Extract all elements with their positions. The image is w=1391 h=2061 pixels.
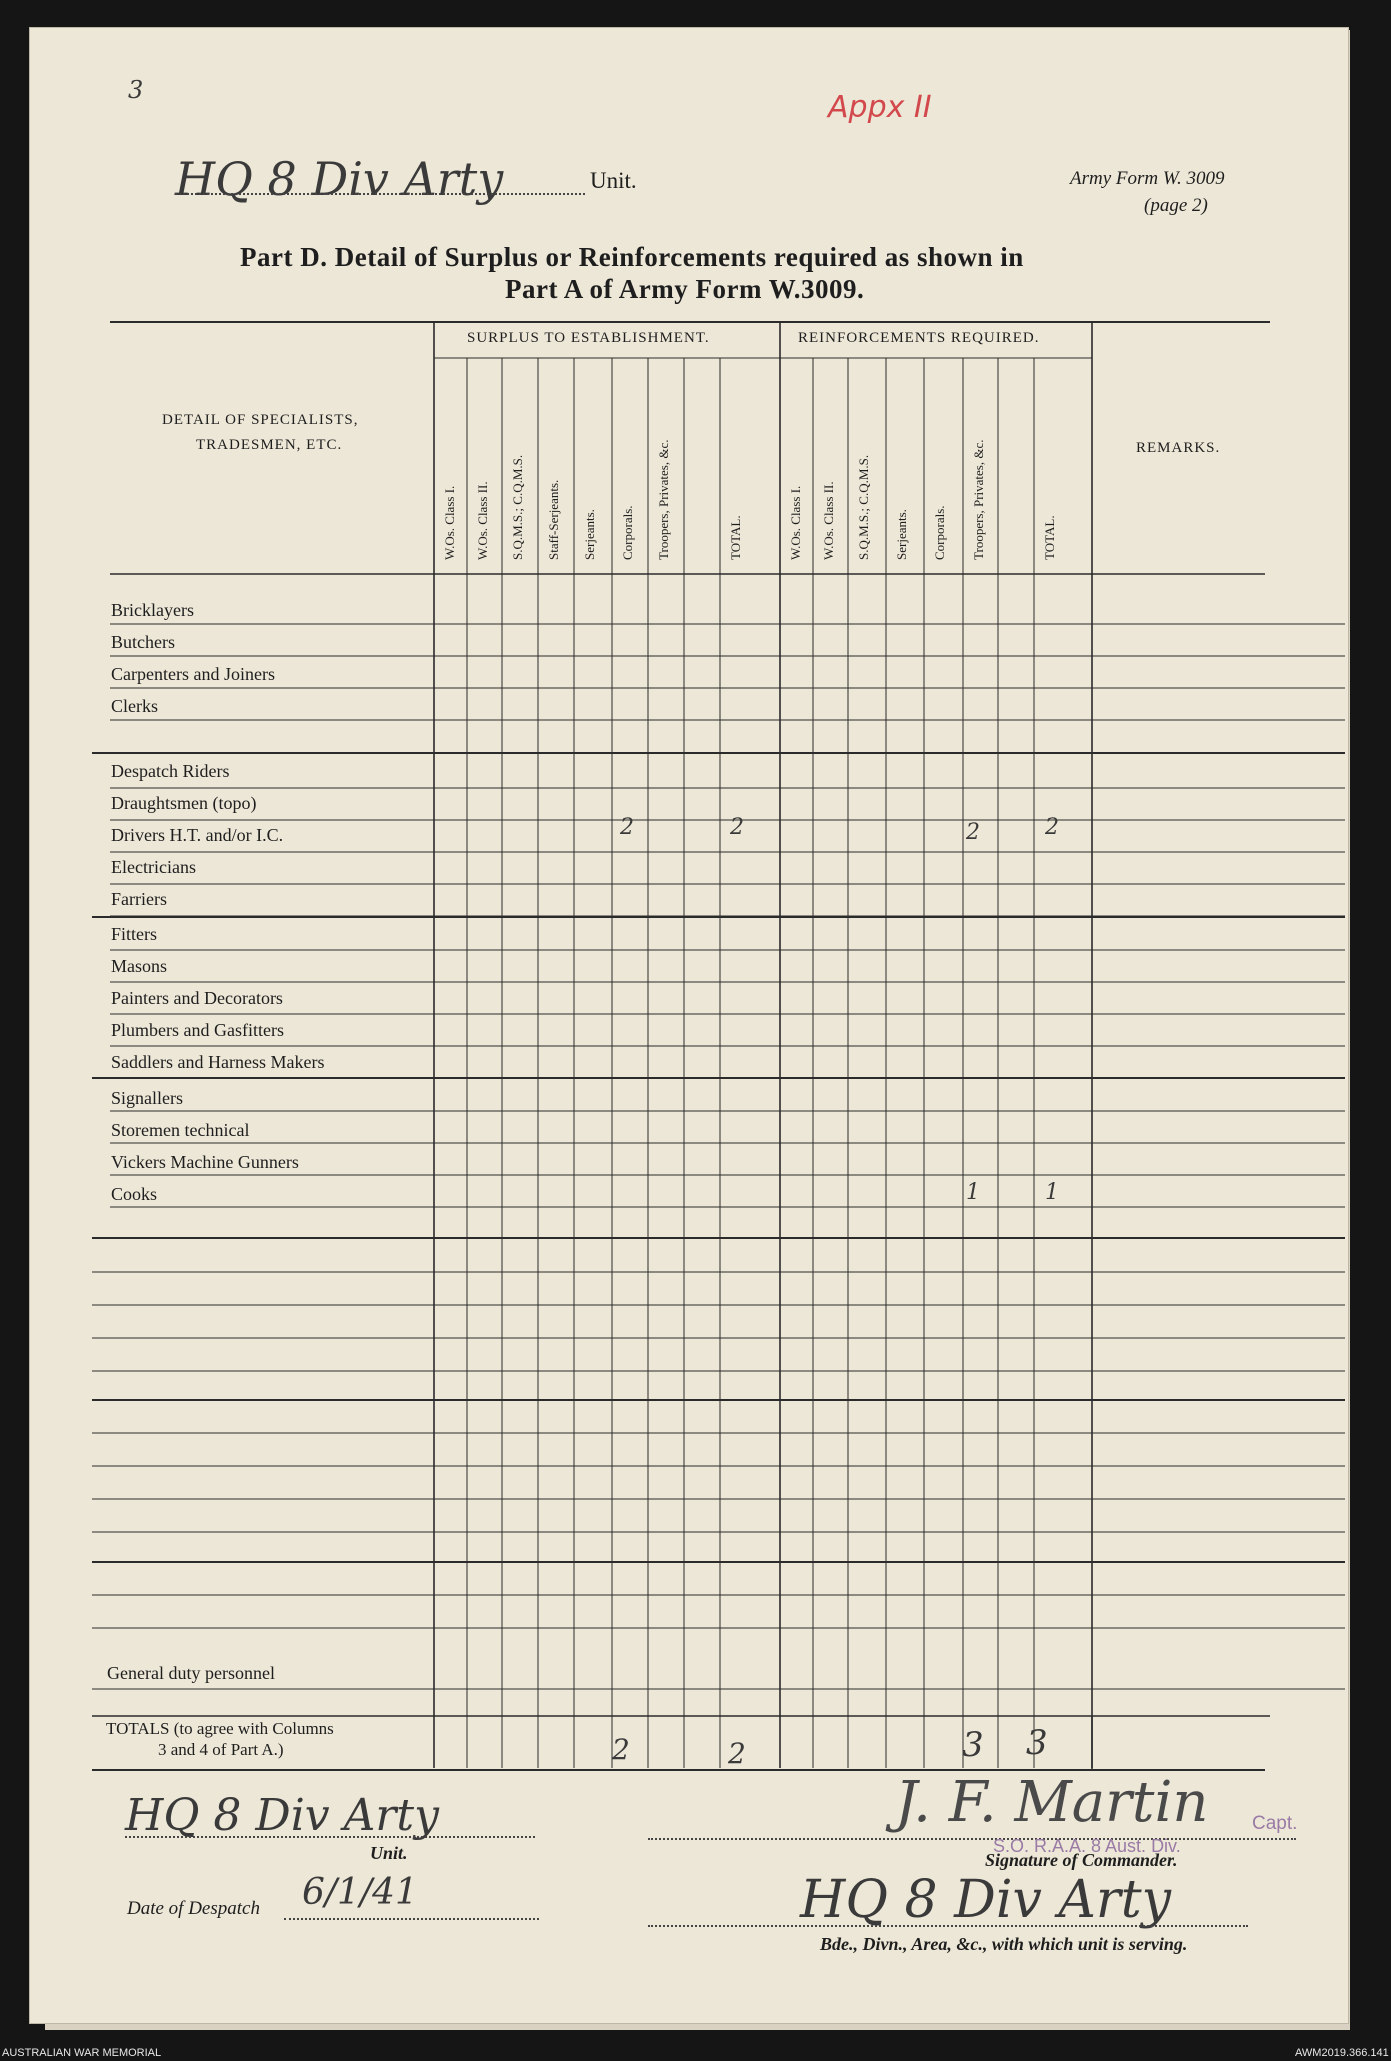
reinforcements-header: REINFORCEMENTS REQUIRED. [798, 330, 1040, 346]
unit-label: Unit. [590, 168, 637, 193]
signature-label: Signature of Commander. [985, 1850, 1178, 1870]
surplus-col-header-6: Troopers, Privates, &c. [656, 439, 671, 560]
row-label: Painters and Decorators [111, 988, 283, 1008]
reinf-col-header-7: TOTAL. [1042, 515, 1057, 560]
row-label: Carpenters and Joiners [111, 664, 275, 684]
totals-label-line1: TOTALS (to agree with Columns [106, 1719, 334, 1738]
drivers-surplus-corporals: 2 [620, 815, 634, 840]
reinf-col-header-1: W.Os. Class II. [821, 481, 836, 560]
unit-handwritten: HQ 8 Div Arty [175, 152, 504, 206]
appendix-mark: Appx II [828, 90, 932, 125]
surplus-col-header-8: TOTAL. [728, 515, 743, 560]
row-label: Electricians [111, 857, 196, 877]
archive-credit: AUSTRALIAN WAR MEMORIAL [2, 2047, 162, 2059]
row-label: Masons [111, 956, 168, 976]
remarks-header: REMARKS. [1136, 440, 1221, 456]
row-label: Farriers [111, 889, 167, 909]
form-id: Army Form W. 3009 [1070, 168, 1225, 189]
surplus-col-header-1: W.Os. Class II. [475, 481, 490, 560]
row-label: Clerks [111, 696, 158, 716]
date-value: 6/1/41 [302, 1872, 418, 1913]
row-label: Cooks [111, 1184, 158, 1204]
drivers-reinf-troopers: 2 [966, 820, 980, 845]
drivers-reinf-total: 2 [1045, 815, 1059, 840]
detail-header-line2: TRADESMEN, ETC. [196, 437, 343, 453]
bde-line [648, 1925, 1248, 1927]
bde-label: Bde., Divn., Area, &c., with which unit is serving. [820, 1934, 1188, 1954]
row-label: Fitters [111, 924, 158, 944]
cooks-reinf-total: 1 [1045, 1180, 1059, 1205]
reinf-col-header-2: S.Q.M.S.; C.Q.M.S. [856, 454, 871, 560]
footer-unit-label: Unit. [370, 1843, 408, 1863]
form-page: (page 2) [1144, 195, 1208, 216]
surplus-col-header-3: Staff-Serjeants. [546, 479, 561, 560]
surplus-header: SURPLUS TO ESTABLISHMENT. [467, 330, 710, 346]
row-label: Storemen technical [111, 1120, 250, 1140]
surplus-col-header-4: Serjeants. [582, 509, 597, 560]
drivers-surplus-total: 2 [730, 815, 744, 840]
surplus-col-header-2: S.Q.M.S.; C.Q.M.S. [510, 454, 525, 560]
footer-unit-handwritten: HQ 8 Div Arty [125, 1790, 439, 1841]
reinf-col-header-5: Troopers, Privates, &c. [971, 439, 986, 560]
row-label: Plumbers and Gasfitters [111, 1020, 284, 1040]
stamp-rank: Capt. [1252, 1813, 1298, 1834]
date-line [284, 1918, 539, 1920]
date-label: Date of Despatch [127, 1898, 260, 1919]
row-label: Butchers [111, 632, 175, 652]
reinf-col-header-3: Serjeants. [894, 509, 909, 560]
form-title-line2: Part A of Army Form W.3009. [505, 274, 865, 304]
cooks-reinf-troopers: 1 [966, 1180, 980, 1205]
row-label: Signallers [111, 1088, 183, 1108]
signature-line [648, 1838, 1296, 1840]
total-surplus-corporals: 2 [612, 1733, 630, 1766]
commander-signature: J. F. Martin [895, 1770, 1209, 1835]
detail-header-line1: DETAIL OF SPECIALISTS, [162, 412, 359, 428]
total-surplus-total: 2 [728, 1737, 746, 1770]
archive-id: AWM2019.366.141 [1295, 2047, 1389, 2059]
surplus-col-header-5: Corporals. [620, 505, 635, 560]
totals-label-line2: 3 and 4 of Part A.) [158, 1740, 284, 1759]
surplus-col-header-0: W.Os. Class I. [442, 485, 457, 560]
row-label: Draughtsmen (topo) [111, 793, 257, 813]
bde-handwritten: HQ 8 Div Arty [800, 1870, 1172, 1930]
general-duty-label: General duty personnel [107, 1663, 275, 1683]
footer-unit-line [125, 1836, 535, 1838]
row-label: Bricklayers [111, 600, 194, 620]
reinf-col-header-0: W.Os. Class I. [788, 485, 803, 560]
row-label: Saddlers and Harness Makers [111, 1052, 325, 1072]
reinf-col-header-4: Corporals. [932, 505, 947, 560]
row-label: Vickers Machine Gunners [111, 1152, 299, 1172]
form-title-line1: Part D. Detail of Surplus or Reinforcements required as shown in [240, 242, 1024, 272]
page-number: 3 [128, 76, 144, 104]
total-reinf-total: 3 [1026, 1723, 1048, 1763]
total-reinf-troopers: 3 [962, 1725, 984, 1765]
row-label: Drivers H.T. and/or I.C. [111, 825, 284, 845]
row-label: Despatch Riders [111, 761, 230, 781]
stamp-title: S.O. R.A.A. 8 Aust. Div. [993, 1836, 1181, 1856]
